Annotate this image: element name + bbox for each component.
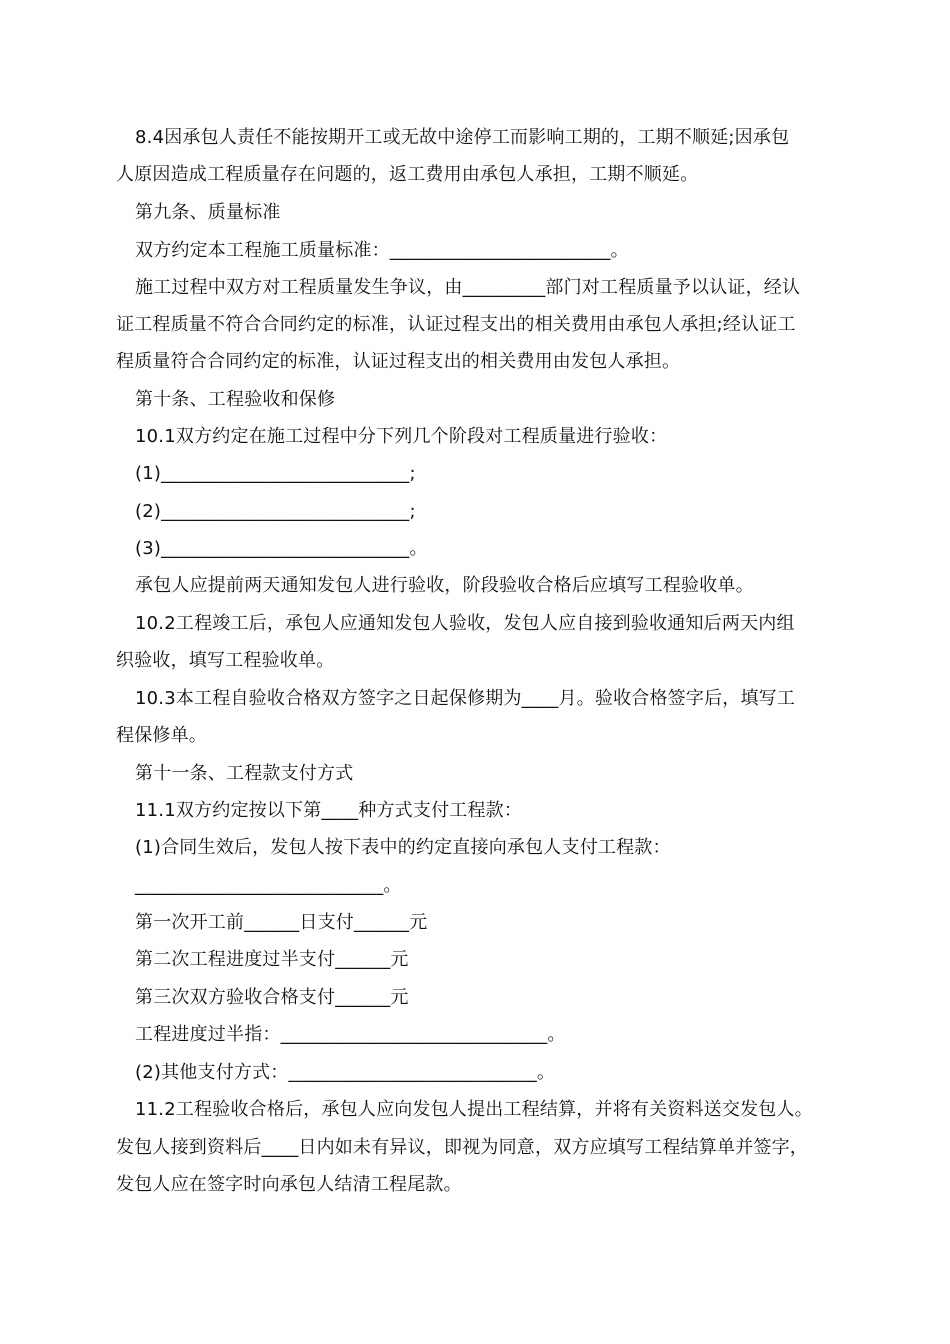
clause-10-2-line-2: 织验收，填写工程验收单。: [116, 650, 335, 671]
clause-11-1-line: 11.1双方约定按以下第____种方式支付工程款：: [135, 800, 523, 821]
clause-10-3-line-2: 程保修单。: [116, 725, 207, 746]
inspection-stage-3: (3)___________________________。: [135, 538, 428, 559]
clause-11-2-line-3: 发包人应在签字时向承包人结清工程尾款。: [116, 1174, 462, 1195]
quality-standard-line: 双方约定本工程施工质量标准：________________________。: [135, 240, 629, 261]
notice-inspection-line: 承包人应提前两天通知发包人进行验收，阶段验收合格后应填写工程验收单。: [135, 575, 754, 596]
article-11-heading: 第十一条、工程款支付方式: [135, 763, 354, 784]
article-9-heading: 第九条、质量标准: [135, 202, 281, 223]
inspection-stage-2: (2)___________________________;: [135, 501, 416, 522]
inspection-stage-1: (1)___________________________;: [135, 463, 416, 484]
third-payment-line: 第三次双方验收合格支付______元: [135, 987, 409, 1008]
progress-definition-line: 工程进度过半指：_____________________________。: [135, 1024, 566, 1045]
clause-10-2-line-1: 10.2工程竣工后，承包人应通知发包人验收，发包人应自接到验收通知后两天内组: [135, 613, 795, 634]
payment-method-1-line: (1)合同生效后，发包人按下表中的约定直接向承包人支付工程款：: [135, 837, 671, 858]
clause-10-3-line-1: 10.3本工程自验收合格双方签字之日起保修期为____月。验收合格签字后，填写工: [135, 688, 796, 709]
clause-11-2-line-1: 11.2工程验收合格后，承包人应向发包人提出工程结算，并将有关资料送交发包人。: [135, 1099, 813, 1120]
quality-dispute-line-3: 程质量符合合同约定的标准，认证过程支出的相关费用由发包人承担。: [116, 351, 681, 372]
article-10-heading: 第十条、工程验收和保修: [135, 389, 336, 410]
quality-dispute-line-1: 施工过程中双方对工程质量发生争议，由_________部门对工程质量予以认证，经认: [135, 277, 801, 298]
clause-11-2-line-2: 发包人接到资料后____日内如未有异议，即视为同意，双方应填写工程结算单并签字，: [116, 1137, 808, 1158]
payment-method-1-blank: ___________________________。: [135, 875, 402, 896]
clause-8-4-line-1: 8.4因承包人责任不能按期开工或无故中途停工而影响工期的，工期不顺延;因承包: [135, 127, 790, 148]
second-payment-line: 第二次工程进度过半支付______元: [135, 949, 409, 970]
clause-10-1-line: 10.1双方约定在施工过程中分下列几个阶段对工程质量进行验收：: [135, 426, 668, 447]
clause-8-4-line-2: 人原因造成工程质量存在问题的，返工费用由承包人承担，工期不顺延。: [116, 164, 699, 185]
payment-method-2-line: (2)其他支付方式：___________________________。: [135, 1062, 556, 1083]
quality-dispute-line-2: 证工程质量不符合合同约定的标准，认证过程支出的相关费用由承包人承担;经认证工: [116, 314, 796, 335]
first-payment-line: 第一次开工前______日支付______元: [135, 912, 428, 933]
